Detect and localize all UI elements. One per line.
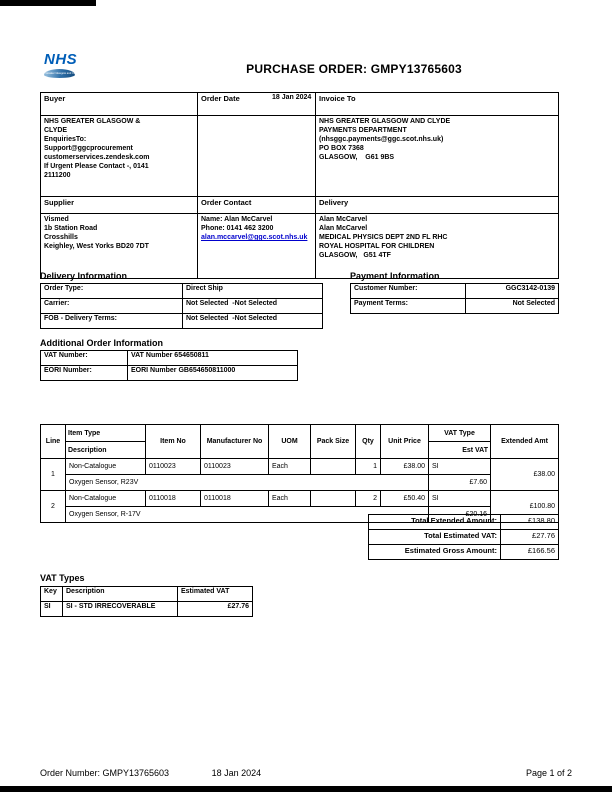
order-date-value: 18 Jan 2024: [272, 94, 312, 101]
info-label: EORI Number:: [41, 366, 128, 381]
payment-information-heading: Payment Information: [350, 271, 440, 281]
col-header-extended-amt: Extended Amt: [491, 425, 559, 459]
col-header-uom: UOM: [269, 425, 311, 459]
delivery-line: ROYAL HOSPITAL FOR CHILDREN: [319, 243, 435, 250]
col-header-est-vat: Est VAT: [429, 442, 491, 459]
delivery-line: MEDICAL PHYSICS DEPT 2ND FL RHC: [319, 234, 448, 241]
cell-line: 1: [41, 459, 66, 491]
line-item-row: [41, 459, 559, 475]
cell-description: Oxygen Sensor, R-17V: [66, 507, 429, 523]
invoice-to-header-cell: [316, 93, 559, 116]
vat-estimated: £27.76: [178, 602, 253, 617]
buyer-line: NHS GREATER GLASGOW &: [44, 118, 141, 125]
total-vat-label: Total Estimated VAT:: [369, 530, 501, 545]
vat-types-table: [40, 586, 253, 617]
cell-extended-amt: £38.00: [491, 459, 559, 491]
footer-page-number: Page 1 of 2: [525, 768, 572, 778]
scan-artifact-top: [0, 0, 96, 6]
invoice-to-address: [316, 116, 559, 197]
cell-pack-size: [311, 491, 356, 507]
additional-order-information-table: [40, 350, 298, 381]
cell-item-type: Non-Catalogue: [66, 459, 146, 475]
col-header-manufacturer-no: Manufacturer No: [201, 425, 269, 459]
invoice-line: (nhsggc.payments@ggc.scot.nhs.uk): [319, 136, 444, 143]
supplier-line: 1b Station Road: [44, 225, 98, 232]
buyer-line: customerservices.zendesk.com: [44, 154, 150, 161]
cell-unit-price: £50.40: [381, 491, 429, 507]
supplier-address: [41, 214, 198, 279]
buyer-line: 2111200: [44, 172, 71, 179]
buyer-address: [41, 116, 198, 197]
cell-item-no: 0110018: [146, 491, 201, 507]
buyer-line: If Urgent Please Contact -, 0141: [44, 163, 149, 170]
order-block-table: [40, 92, 559, 279]
line-item-description-row: [41, 475, 559, 491]
additional-order-information-heading: Additional Order Information: [40, 338, 163, 348]
vat-key: SI: [41, 602, 63, 617]
cell-vat-type: SI: [429, 459, 491, 475]
cell-pack-size: [311, 459, 356, 475]
info-label: VAT Number:: [41, 351, 128, 366]
contact-name: Name: Alan McCarvel: [201, 216, 273, 223]
invoice-line: PAYMENTS DEPARTMENT: [319, 127, 407, 134]
info-value: GGC3142-0139: [466, 284, 559, 299]
scan-artifact-bottom: [0, 786, 612, 792]
totals-table: [368, 514, 559, 560]
vat-type-row: [41, 602, 253, 617]
cell-item-no: 0110023: [146, 459, 201, 475]
buyer-line: EnquiriesTo:: [44, 136, 87, 143]
cell-manufacturer-no: 0110018: [201, 491, 269, 507]
vat-col-key: Key: [41, 587, 63, 602]
cell-est-vat: £7.60: [429, 475, 491, 491]
info-value: Direct Ship: [183, 284, 323, 299]
info-value: Not Selected -Not Selected: [183, 314, 323, 329]
cell-vat-type: SI: [429, 491, 491, 507]
delivery-line: Alan McCarvel: [319, 225, 368, 232]
info-label: Customer Number:: [351, 284, 466, 299]
col-header-unit-price: Unit Price: [381, 425, 429, 459]
cell-unit-price: £38.00: [381, 459, 429, 475]
info-label: Carrier:: [41, 299, 183, 314]
invoice-line: NHS GREATER GLASGOW AND CLYDE: [319, 118, 451, 125]
line-items-table: [40, 424, 559, 523]
gross-amount-value: £166.56: [501, 545, 559, 560]
vat-col-estimated-vat: Estimated VAT: [178, 587, 253, 602]
col-header-item-type: Item Type: [66, 425, 146, 442]
invoice-line: GLASGOW, G61 9BS: [319, 154, 395, 161]
contact-phone: Phone: 0141 462 3200: [201, 225, 274, 232]
footer-order-number: Order Number: GMPY13765603: [40, 768, 170, 778]
contact-email-link[interactable]: alan.mccarvel@ggc.scot.nhs.uk: [201, 234, 308, 241]
delivery-information-table: [40, 283, 323, 329]
supplier-header-cell: [41, 197, 198, 214]
buyer-label: Buyer: [44, 94, 66, 103]
total-extended-value: £138.80: [501, 515, 559, 530]
line-item-row: [41, 491, 559, 507]
delivery-header-cell: [316, 197, 559, 214]
cell-extended-amt: £100.80: [491, 491, 559, 523]
supplier-line: Vismed: [44, 216, 69, 223]
delivery-address: [316, 214, 559, 279]
delivery-line: Alan McCarvel: [319, 216, 368, 223]
order-date-label: Order Date: [201, 94, 240, 103]
col-header-vat-type: VAT Type: [429, 425, 491, 442]
buyer-line: CLYDE: [44, 127, 68, 134]
order-contact-details: [198, 214, 316, 279]
nhs-logo-text: NHS: [44, 51, 78, 68]
nhs-logo-subtext: Greater Glasgow and Clyde: [45, 71, 79, 75]
cell-uom: Each: [269, 491, 311, 507]
cell-qty: 2: [356, 491, 381, 507]
gross-amount-label: Estimated Gross Amount:: [369, 545, 501, 560]
footer-date: 18 Jan 2024: [211, 768, 262, 778]
cell-line: 2: [41, 491, 66, 523]
vat-col-description: Description: [63, 587, 178, 602]
info-value: Not Selected -Not Selected: [183, 299, 323, 314]
page-footer: [40, 768, 572, 778]
total-vat-value: £27.76: [501, 530, 559, 545]
delivery-information-heading: Delivery Information: [40, 271, 128, 281]
supplier-line: Crosshills: [44, 234, 78, 241]
info-label: Payment Terms:: [351, 299, 466, 314]
empty-cell: [198, 116, 316, 197]
delivery-line: GLASGOW, G51 4TF: [319, 252, 391, 259]
invoice-line: PO BOX 7368: [319, 145, 364, 152]
col-header-qty: Qty: [356, 425, 381, 459]
order-date-cell: [198, 93, 316, 116]
info-label: FOB - Delivery Terms:: [41, 314, 183, 329]
col-header-pack-size: Pack Size: [311, 425, 356, 459]
info-value: EORI Number GB654650811000: [128, 366, 298, 381]
order-contact-header-cell: [198, 197, 316, 214]
delivery-label: Delivery: [319, 198, 349, 207]
total-extended-label: Total Extended Amount:: [369, 515, 501, 530]
info-value: VAT Number 654650811: [128, 351, 298, 366]
cell-qty: 1: [356, 459, 381, 475]
cell-manufacturer-no: 0110023: [201, 459, 269, 475]
supplier-label: Supplier: [44, 198, 75, 207]
page-title: PURCHASE ORDER: GMPY13765603: [246, 62, 462, 76]
col-header-line: Line: [41, 425, 66, 459]
vat-types-heading: VAT Types: [40, 573, 85, 583]
col-header-description: Description: [66, 442, 146, 459]
cell-est-vat: £20.16: [429, 507, 491, 523]
info-value: Not Selected: [466, 299, 559, 314]
cell-description: Oxygen Sensor, R23V: [66, 475, 429, 491]
vat-description: SI - STD IRRECOVERABLE: [63, 602, 178, 617]
col-header-item-no: Item No: [146, 425, 201, 459]
cell-item-type: Non-Catalogue: [66, 491, 146, 507]
invoice-to-label: Invoice To: [319, 94, 356, 103]
info-label: Order Type:: [41, 284, 183, 299]
cell-uom: Each: [269, 459, 311, 475]
order-contact-label: Order Contact: [201, 198, 252, 207]
buyer-header-cell: [41, 93, 198, 116]
buyer-line: Support@ggcprocurement: [44, 145, 133, 152]
supplier-line: Keighley, West Yorks BD20 7DT: [44, 243, 149, 250]
payment-information-table: [350, 283, 559, 314]
